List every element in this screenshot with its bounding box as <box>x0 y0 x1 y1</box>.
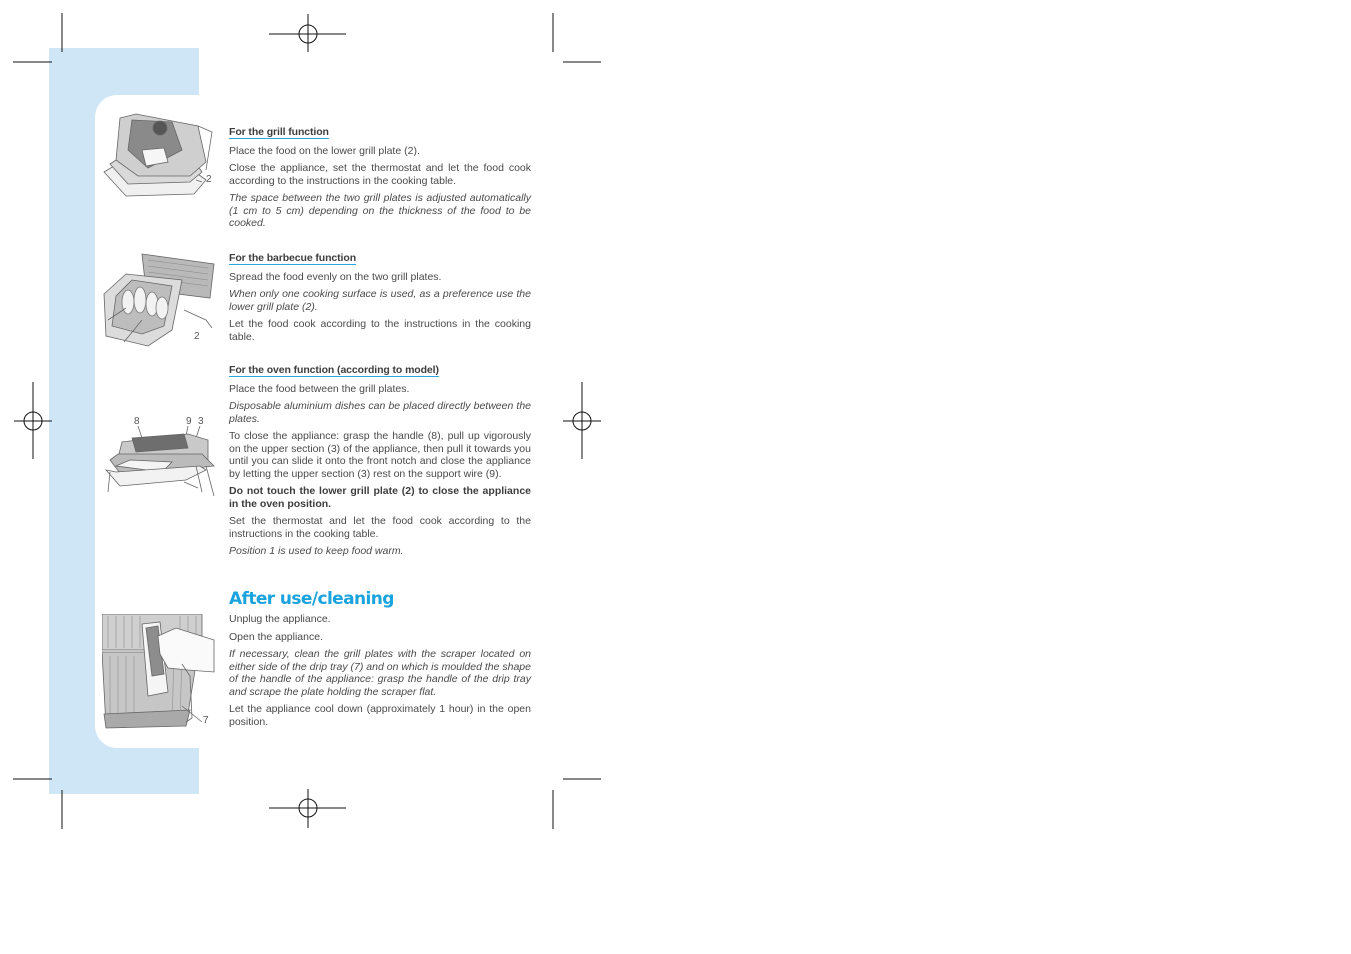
oven-paragraph-6: Position 1 is used to keep food warm. <box>229 545 404 557</box>
oven-section <box>229 364 531 563</box>
cleaning-paragraph-3: If necessary, clean the grill plates with the scraper located on either side of the drip tray (7) and on which is moulded the shape of the handle of the appliance: grasp the handle of the drip tray and scrape the plate holding the scraper flat. <box>229 648 531 698</box>
cleaning-section <box>229 589 531 733</box>
cleaning-illustration <box>102 614 218 730</box>
oven-paragraph-5: Set the thermostat and let the food cook according to the instructions in the cooking table. <box>229 515 531 540</box>
barbecue-section-title: For the barbecue function <box>229 252 357 264</box>
oven-illustration <box>102 426 218 500</box>
cleaning-paragraph-4: Let the appliance cool down (approximately 1 hour) in the open position. <box>229 703 531 728</box>
grill-paragraph-3: The space between the two grill plates is adjusted automatically (1 cm to 5 cm) depending on the thickness of the food to be cooked. <box>229 192 531 229</box>
grill-paragraph-2: Close the appliance, set the thermostat and let the food cook according to the instructions in the cooking table. <box>229 162 531 187</box>
cleaning-paragraph-2: Open the appliance. <box>229 630 323 643</box>
oven-callout-8: 8 <box>134 416 140 427</box>
barbecue-paragraph-2: When only one cooking surface is used, as a preference use the lower grill plate (2). <box>229 288 531 313</box>
oven-callout-3: 3 <box>198 416 204 427</box>
grill-section-title: For the grill function <box>229 126 329 138</box>
oven-paragraph-2: Disposable aluminium dishes can be placed directly between the plates. <box>229 400 531 425</box>
barbecue-callout-2: 2 <box>194 331 200 342</box>
grill-callout-2: 2 <box>206 174 212 185</box>
barbecue-section <box>229 252 531 348</box>
grill-illustration <box>102 110 218 202</box>
grill-paragraph-1: Place the food on the lower grill plate (2). <box>229 144 420 157</box>
barbecue-paragraph-1: Spread the food evenly on the two grill plates. <box>229 270 442 283</box>
cleaning-callout-7: 7 <box>203 715 209 726</box>
oven-paragraph-4: Do not touch the lower grill plate (2) to close the appliance in the oven position. <box>229 485 531 510</box>
cleaning-paragraph-1: Unplug the appliance. <box>229 613 331 625</box>
oven-paragraph-3: To close the appliance: grasp the handle (8), pull up vigorously on the upper section (3) of the appliance, then pull it towards you until you can slide it onto the front notch and close the appliance by letting the upper section (3) rest on the support wire (9). <box>229 430 531 480</box>
grill-section <box>229 126 531 235</box>
barbecue-illustration <box>102 250 218 350</box>
oven-callout-9: 9 <box>186 416 192 427</box>
cleaning-heading: After use/cleaning <box>229 589 394 609</box>
oven-section-title: For the oven function (according to model) <box>229 364 439 376</box>
oven-paragraph-1: Place the food between the grill plates. <box>229 382 410 395</box>
barbecue-paragraph-3: Let the food cook according to the instructions in the cooking table. <box>229 318 531 343</box>
